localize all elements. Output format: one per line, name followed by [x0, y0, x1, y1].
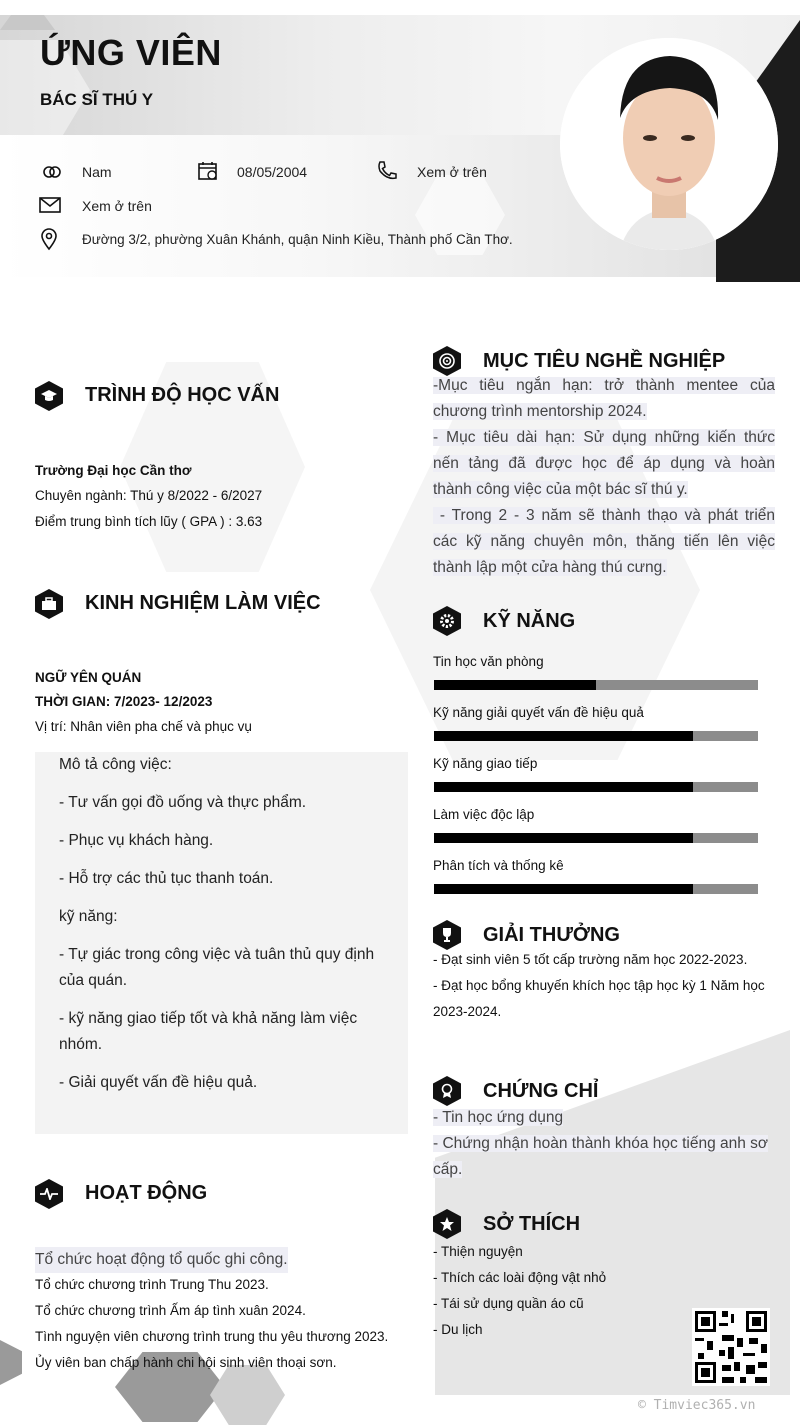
email-icon — [38, 193, 62, 222]
certificate-text: - Tin học ứng dụng — [433, 1109, 564, 1126]
job-description-line: Mô tả công việc: — [59, 756, 172, 773]
hobby-item: - Du lịch — [433, 1322, 483, 1337]
skill-bar — [434, 884, 758, 894]
briefcase-icon — [35, 589, 63, 619]
skill-bar-fill — [434, 884, 693, 894]
certificate-item — [433, 1157, 462, 1183]
experience-company: NGỮ YÊN QUÁN — [35, 670, 142, 685]
objective-line: chương trình mentorship 2024. — [433, 403, 647, 420]
award-item: 2023-2024. — [433, 1004, 502, 1019]
job-description-line: - Tư vấn gọi đồ uống và thực phẩm. — [59, 794, 307, 811]
job-description-line: của quán. — [59, 972, 128, 989]
location-icon — [37, 227, 61, 256]
certificate-item — [433, 1105, 563, 1131]
objective-line: - Trong 2 - 3 năm sẽ thành thạo và phát triển — [433, 507, 775, 524]
objective-line: các kỹ năng chuyên môn, thăng tiến lên việc — [433, 533, 775, 550]
target-icon — [433, 346, 461, 376]
watermark: © Timviec365.vn — [638, 1398, 756, 1413]
education-gpa: Điểm trung bình tích lũy ( GPA ) : 3.63 — [35, 514, 263, 529]
hobbies-title: SỞ THÍCH — [483, 1213, 581, 1235]
skills-title: KỸ NĂNG — [483, 610, 576, 632]
skill-bar-fill — [434, 833, 693, 843]
skill-bar-fill — [434, 782, 693, 792]
pulse-icon — [35, 1179, 63, 1209]
objective-line: thành lập một cửa hàng thú cưng. — [433, 559, 667, 576]
skill-bar — [434, 782, 758, 792]
skill-label: Kỹ năng giải quyết vấn đề hiệu quả — [433, 705, 644, 720]
skill-bar-fill — [434, 731, 693, 741]
objective-line: nến tảng đã được học để áp dụng và hoàn — [433, 455, 775, 472]
medal-icon — [433, 1076, 461, 1106]
gender-icon — [40, 160, 64, 189]
calendar-icon — [196, 159, 220, 188]
activity-item: Tình nguyện viên chương trình trung thu yêu thương 2023. — [35, 1329, 389, 1344]
job-description-line: - Tự giác trong công việc và tuân thủ quy định — [59, 946, 375, 963]
hobby-item: - Thích các loài động vật nhỏ — [433, 1270, 607, 1285]
job-description-line: nhóm. — [59, 1036, 103, 1053]
award-item: - Đạt học bổng khuyến khích học tập học kỳ 1 Năm học — [433, 978, 765, 993]
hobby-item: - Thiện nguyện — [433, 1244, 523, 1259]
education-title: TRÌNH ĐỘ HỌC VẤN — [85, 384, 280, 406]
objective-line: thành công việc của một bác sĩ thú y. — [433, 481, 688, 498]
skill-label: Tin học văn phòng — [433, 654, 544, 669]
skill-label: Làm việc độc lập — [433, 807, 535, 822]
skill-bar — [434, 833, 758, 843]
job-description-line: kỹ năng: — [59, 908, 118, 925]
candidate-name: ỨNG VIÊN — [40, 32, 222, 73]
experience-period: THỜI GIAN: 7/2023- 12/2023 — [35, 694, 213, 709]
certificate-text: - Chứng nhận hoàn thành khóa học tiếng anh sơ — [433, 1135, 769, 1152]
email-value: Xem ở trên — [82, 198, 152, 214]
activity-item: Tổ chức chương trình Ấm áp tình xuân 2024. — [35, 1303, 306, 1318]
gender-value: Nam — [82, 164, 112, 180]
qr-code — [692, 1308, 770, 1386]
hobby-item: - Tái sử dụng quần áo cũ — [433, 1296, 584, 1311]
certificate-item — [433, 1131, 768, 1157]
experience-title: KINH NGHIỆM LÀM VIỆC — [85, 592, 321, 614]
certificates-title: CHỨNG CHỈ — [483, 1080, 599, 1102]
candidate-position: BÁC SĨ THÚ Y — [40, 90, 154, 109]
skill-label: Phân tích và thống kê — [433, 858, 564, 873]
address-value: Đường 3/2, phường Xuân Khánh, quận Ninh Kiều, Thành phố Cần Thơ. — [82, 232, 513, 247]
education-major: Chuyên ngành: Thú y 8/2022 - 6/2027 — [35, 488, 263, 503]
hexagon-decoration — [0, 1340, 22, 1385]
activity-item: Ủy viên ban chấp hành chi hội sinh viên thoại sơn. — [35, 1355, 337, 1370]
graduation-cap-icon — [35, 381, 63, 411]
profile-photo — [560, 38, 778, 250]
phone-icon — [375, 159, 399, 188]
activity-item: Tổ chức chương trình Trung Thu 2023. — [35, 1277, 269, 1292]
certificate-text: cấp. — [433, 1161, 463, 1178]
objective-line: -Mục tiêu ngắn hạn: trở thành mentee của — [433, 377, 775, 394]
job-description-line: - Hỗ trợ các thủ tục thanh toán. — [59, 870, 274, 887]
activity-item: Tổ chức hoạt động tổ quốc ghi công. — [35, 1247, 288, 1273]
phone-value: Xem ở trên — [417, 164, 487, 180]
skill-label: Kỹ năng giao tiếp — [433, 756, 538, 771]
skill-bar — [434, 680, 758, 690]
experience-role: Vị trí: Nhân viên pha chế và phục vụ — [35, 719, 252, 734]
awards-title: GIẢI THƯỞNG — [483, 924, 620, 946]
birthdate-value: 08/05/2004 — [237, 164, 308, 180]
objective-line: - Mục tiêu dài hạn: Sử dụng những kiến thức — [433, 429, 775, 446]
education-school: Trường Đại học Cần thơ — [35, 463, 192, 478]
job-description-line: - Giải quyết vấn đề hiệu quả. — [59, 1074, 258, 1091]
job-description-line: - kỹ năng giao tiếp tốt và khả năng làm việc — [59, 1010, 358, 1027]
skill-bar-fill — [434, 680, 596, 690]
skill-bar — [434, 731, 758, 741]
job-description-line: - Phục vụ khách hàng. — [59, 832, 214, 849]
objective-title: MỤC TIÊU NGHỀ NGHIỆP — [483, 350, 726, 372]
objective-text — [433, 373, 775, 581]
activities-title: HOẠT ĐỘNG — [85, 1182, 208, 1204]
trophy-icon — [433, 920, 461, 950]
award-item: - Đạt sinh viên 5 tốt cấp trường năm học 2022-2023. — [433, 952, 748, 967]
